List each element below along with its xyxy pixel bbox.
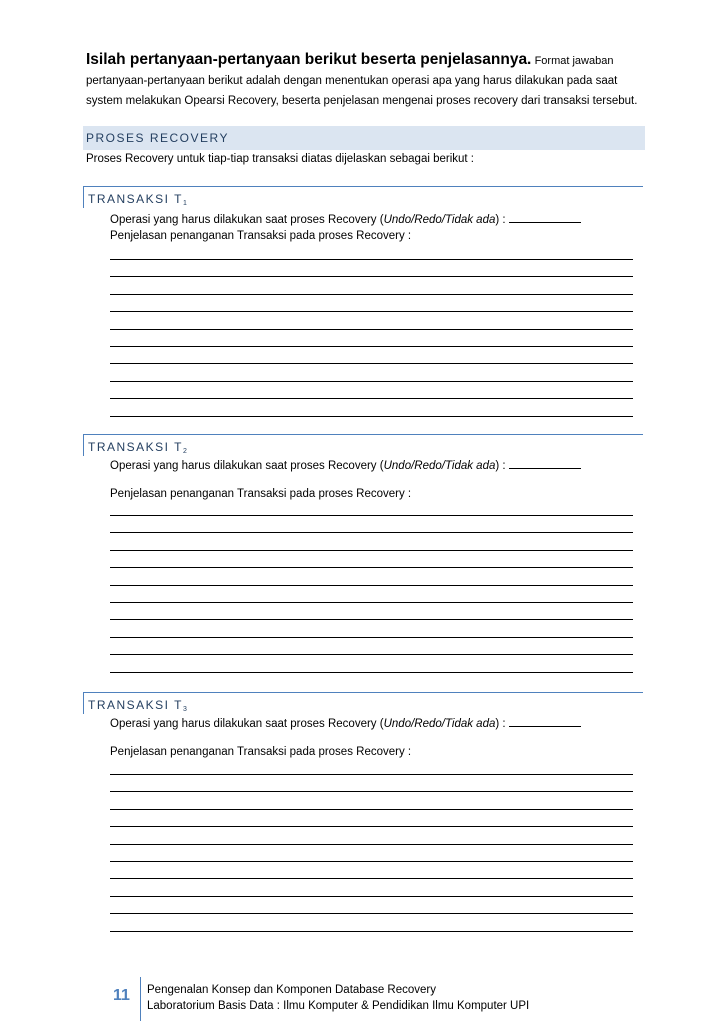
answer-line[interactable] — [110, 913, 633, 914]
operation-options: Undo/Redo/Tidak ada — [383, 460, 496, 472]
answer-line[interactable] — [110, 844, 633, 845]
footer-line2: Laboratorium Basis Data : Ilmu Komputer & Pendidikan Ilmu Komputer UPI — [147, 1000, 530, 1012]
page-number: 11 — [113, 987, 130, 1004]
instructions — [86, 50, 646, 111]
instructions-heading: Isilah pertanyaan-pertanyaan berikut beserta penjelasannya. — [86, 51, 532, 68]
explain-label-t1: Penjelasan penanganan Transaksi pada proses Recovery : — [110, 230, 412, 242]
footer-line1: Pengenalan Konsep dan Komponen Database Recovery — [147, 984, 436, 996]
answer-line[interactable] — [110, 416, 633, 417]
operation-line-t1 — [110, 212, 581, 226]
answer-line[interactable] — [110, 259, 633, 260]
answer-line[interactable] — [110, 585, 633, 586]
operation-prefix: Operasi yang harus dilakukan saat proses Recovery ( — [110, 460, 384, 472]
section-subscript: 1 — [182, 200, 187, 207]
answer-line[interactable] — [110, 637, 633, 638]
operation-suffix: ) : — [495, 718, 509, 730]
section-title: TRANSAKSI T — [88, 440, 183, 454]
instructions-tail: Format jawaban — [534, 55, 614, 67]
operation-suffix: ) : — [495, 214, 509, 226]
answer-line[interactable] — [110, 532, 633, 533]
footer-text — [147, 982, 529, 1014]
operation-suffix: ) : — [495, 460, 509, 472]
answer-line[interactable] — [110, 931, 633, 932]
section-subscript: 2 — [182, 448, 187, 455]
operation-options: Undo/Redo/Tidak ada — [383, 214, 496, 226]
section-header-t1 — [83, 186, 643, 208]
explain-label-t3: Penjelasan penanganan Transaksi pada proses Recovery : — [110, 746, 412, 758]
answer-line[interactable] — [110, 567, 633, 568]
answer-line[interactable] — [110, 381, 633, 382]
section-title: TRANSAKSI T — [88, 698, 183, 712]
answer-line[interactable] — [110, 826, 633, 827]
section-subscript: 3 — [182, 706, 187, 713]
section-header-t3 — [83, 692, 643, 714]
section-header-t2 — [83, 434, 643, 456]
instructions-line1 — [86, 50, 646, 71]
answer-line[interactable] — [110, 791, 633, 792]
answer-line[interactable] — [110, 602, 633, 603]
answer-line[interactable] — [110, 861, 633, 862]
operation-answer-blank[interactable] — [509, 458, 581, 469]
answer-line[interactable] — [110, 654, 633, 655]
answer-line[interactable] — [110, 878, 633, 879]
answer-line[interactable] — [110, 329, 633, 330]
answer-line[interactable] — [110, 311, 633, 312]
answer-line[interactable] — [110, 515, 633, 516]
answer-line[interactable] — [110, 672, 633, 673]
operation-answer-blank[interactable] — [509, 212, 581, 223]
footer-divider — [140, 977, 141, 1021]
instructions-line2: pertanyaan-pertanyaan berikut adalah dengan menentukan operasi apa yang harus dilakukan pada saat — [86, 75, 618, 87]
operation-prefix: Operasi yang harus dilakukan saat proses Recovery ( — [110, 718, 384, 730]
answer-line[interactable] — [110, 809, 633, 810]
instructions-line3: system melakukan Opearsi Recovery, beserta penjelasan mengenai proses recovery dari transaksi tersebut. — [86, 95, 638, 107]
answer-line[interactable] — [110, 619, 633, 620]
answer-line[interactable] — [110, 550, 633, 551]
section-title: TRANSAKSI T — [88, 192, 183, 206]
operation-answer-blank[interactable] — [509, 716, 581, 727]
answer-line[interactable] — [110, 363, 633, 364]
answer-line[interactable] — [110, 398, 633, 399]
explain-label-t2: Penjelasan penanganan Transaksi pada proses Recovery : — [110, 488, 412, 500]
operation-line-t3 — [110, 716, 581, 730]
section-band-proses-recovery: PROSES RECOVERY — [83, 126, 645, 150]
answer-line[interactable] — [110, 346, 633, 347]
answer-line[interactable] — [110, 294, 633, 295]
operation-prefix: Operasi yang harus dilakukan saat proses Recovery ( — [110, 214, 384, 226]
operation-options: Undo/Redo/Tidak ada — [383, 718, 496, 730]
proses-recovery-description: Proses Recovery untuk tiap-tiap transaksi diatas dijelaskan sebagai berikut : — [86, 153, 475, 165]
answer-line[interactable] — [110, 896, 633, 897]
answer-line[interactable] — [110, 276, 633, 277]
answer-line[interactable] — [110, 774, 633, 775]
operation-line-t2 — [110, 458, 581, 472]
